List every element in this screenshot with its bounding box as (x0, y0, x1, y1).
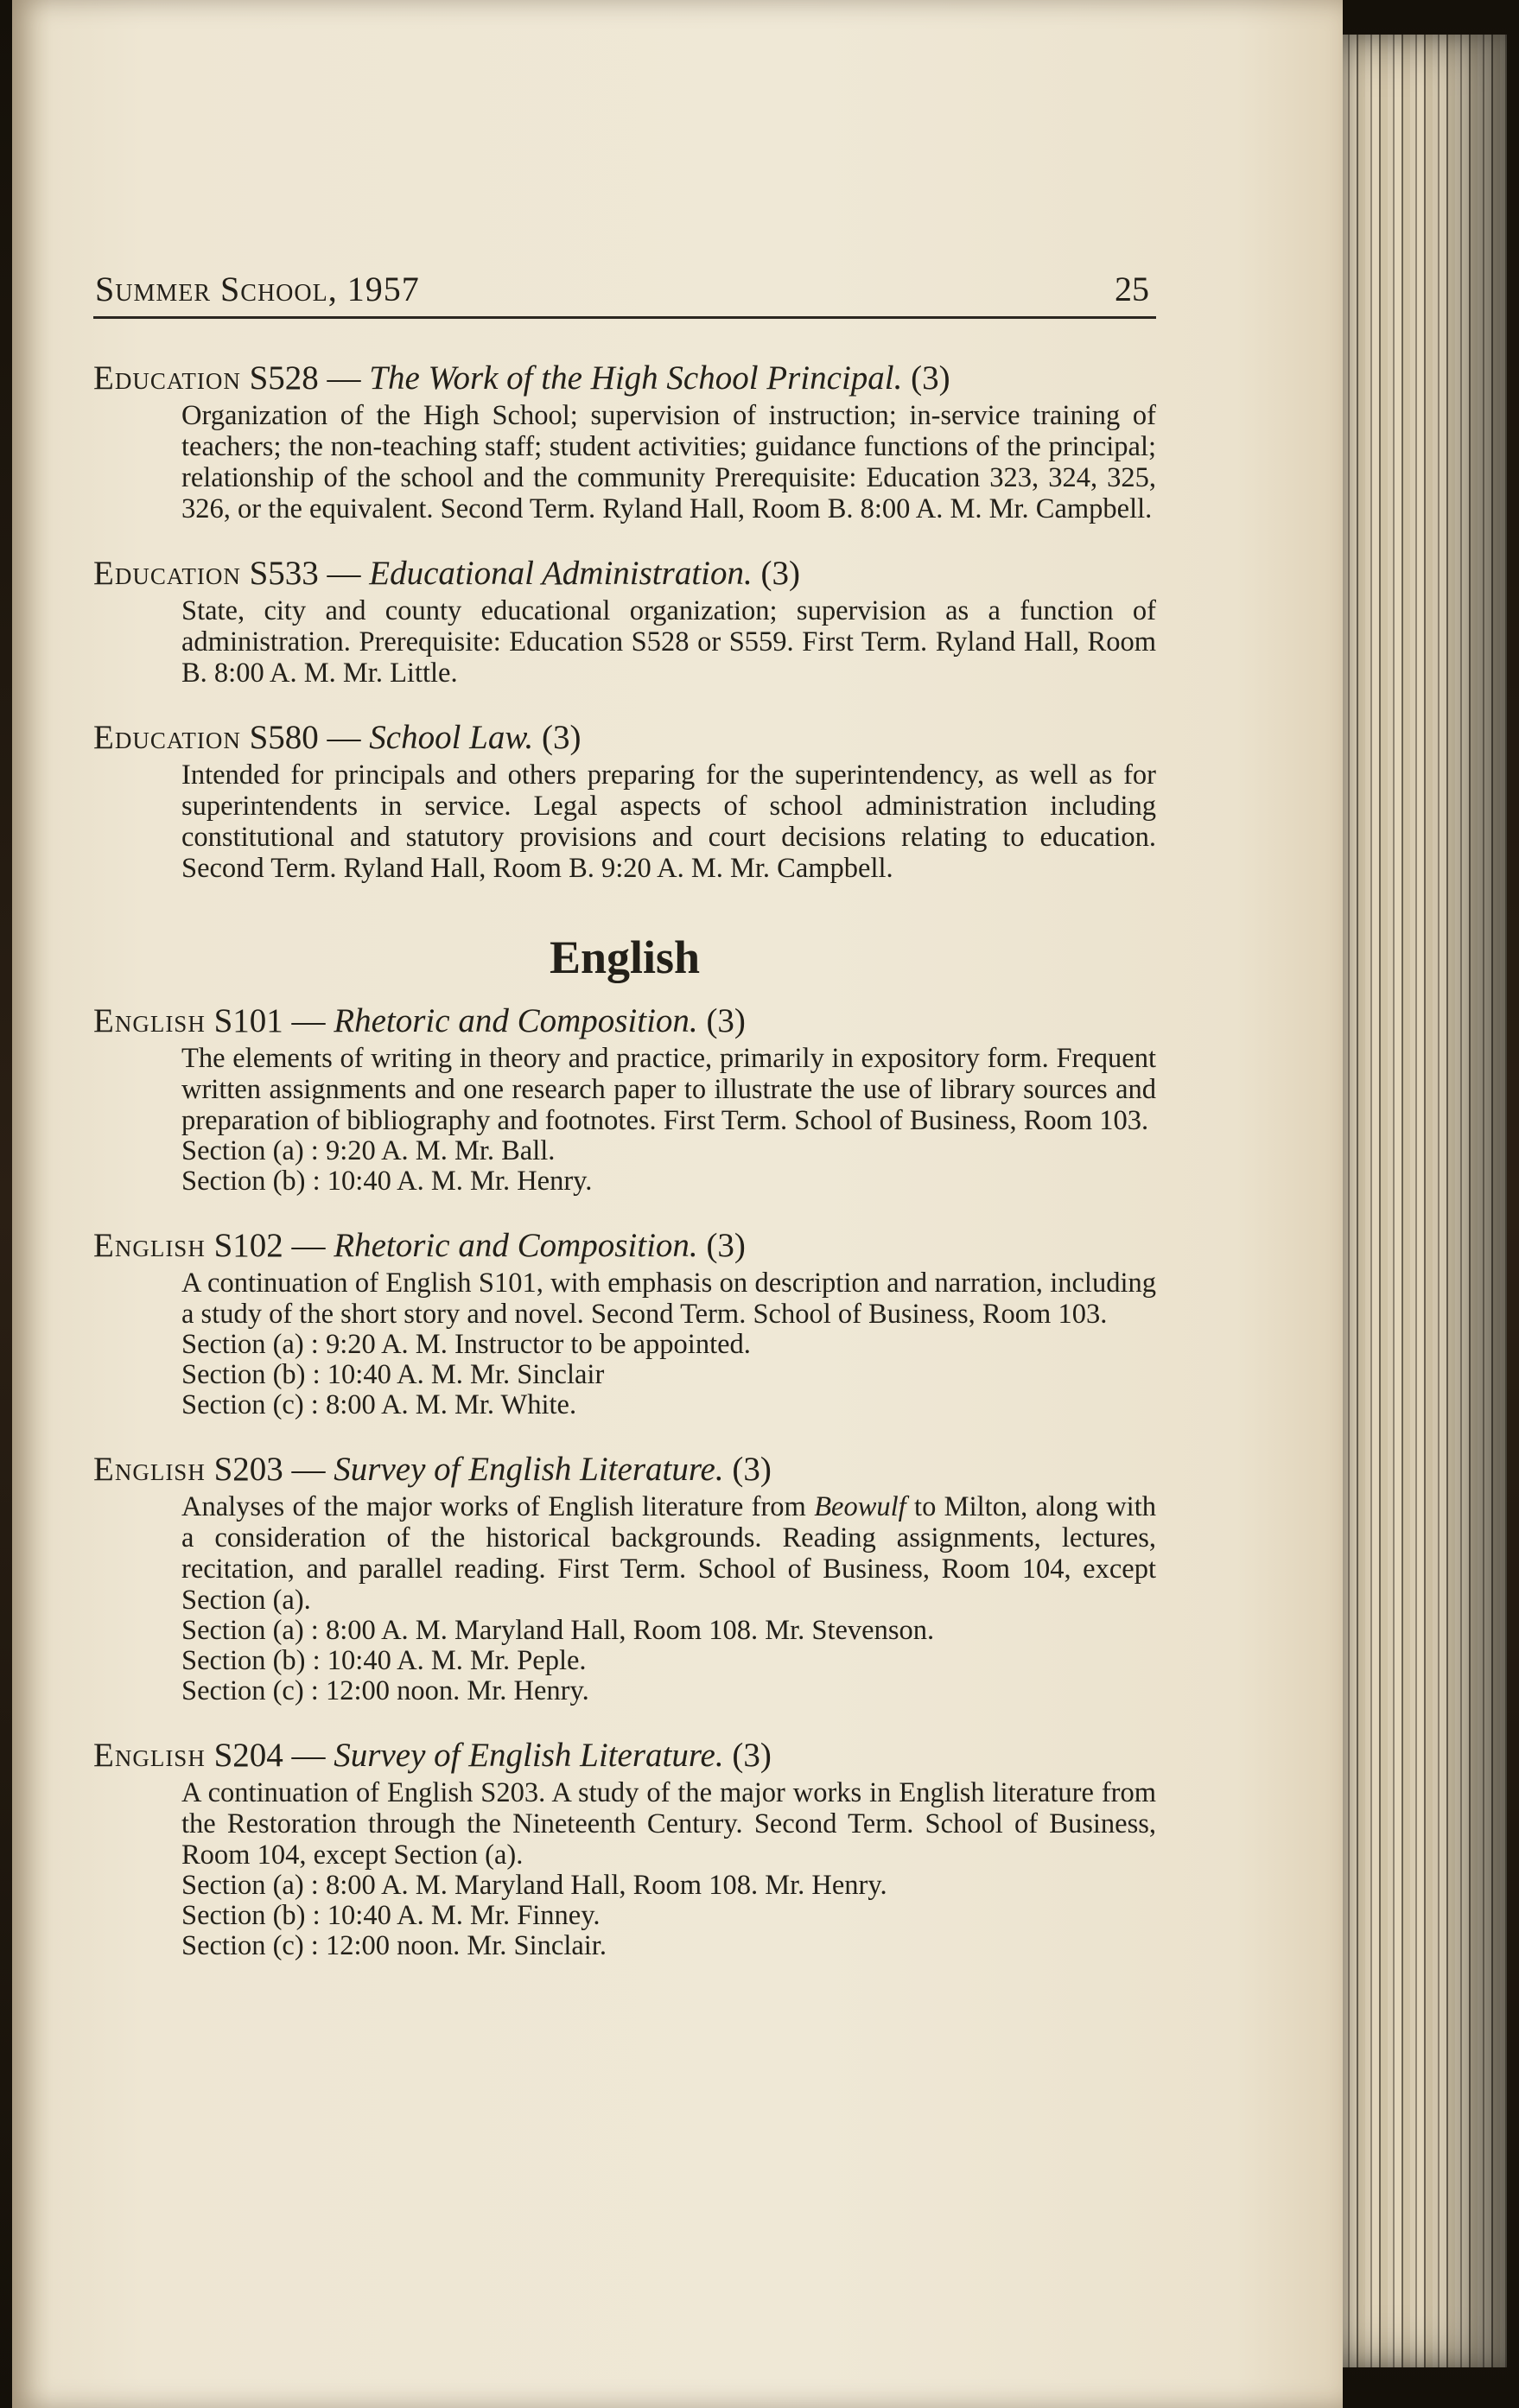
course-name: Survey of English Literature. (334, 1451, 724, 1488)
course-entry (93, 1000, 1156, 1197)
page-number: 25 (1115, 270, 1149, 308)
running-title: Summer School, 1957 (95, 270, 420, 308)
section-row: Section (a) : 9:20 A. M. Mr. Ball. (181, 1135, 556, 1166)
page-edges (1343, 35, 1507, 2367)
course-entry (93, 1448, 1156, 1706)
course-entry (93, 552, 1156, 689)
course-description: A continuation of English S101, with emphasis on description and narration, including a study of the short story and novel. Second Term. School of Business, Room 103. (181, 1268, 1156, 1330)
section-row: Section (a) : 8:00 A. M. Maryland Hall, Room 108. Mr. Stevenson. (181, 1615, 935, 1646)
section-row: Section (b) : 10:40 A. M. Mr. Henry. (181, 1166, 593, 1197)
course-code: S101 (213, 1002, 283, 1039)
section-row: Section (c) : 12:00 noon. Mr. Sinclair. (181, 1930, 607, 1961)
course-name: Rhetoric and Composition. (334, 1002, 698, 1039)
course-name: The Work of the High School Principal. (369, 359, 903, 397)
course-credits: (3) (732, 1451, 772, 1488)
running-header (93, 259, 1156, 319)
course-description: The elements of writing in theory and practice, primarily in expository form. Frequent written assignments and one research paper to illustrate the use of library sources and preparation of bibliography and footnotes. First Term. School of Business, Room 103. (181, 1043, 1156, 1136)
course-entry (93, 716, 1156, 884)
course-dept: English (93, 1737, 206, 1774)
course-description: Intended for principals and others preparing for the superintendency, as well as for superintendents in service. Legal aspects of school administration including constitutional and statutory provisions and court decisions relating to education. Second Term. Ryland Hall, Room B. 9:20 A. M. Mr. Campbell. (181, 759, 1156, 884)
course-description: Organization of the High School; supervision of instruction; in-service training of teachers; the non-teaching staff; student activities; guidance functions of the principal; relationship of the school and the community Prerequisite: Education 323, 324, 325, 326, or the equivalent. Second Term. Ryland Hall, Room B. 8:00 A. M. Mr. Campbell. (181, 400, 1156, 524)
book-title: Beowulf (814, 1491, 906, 1522)
section-list (181, 1136, 1156, 1197)
course-dept: Education (93, 359, 241, 397)
section-heading: English (549, 931, 701, 983)
section-row: Section (a) : 9:20 A. M. Instructor to be appointed. (181, 1329, 751, 1360)
course-dept: English (93, 1002, 206, 1039)
course-code: S528 (249, 359, 319, 397)
course-description: State, city and county educational organization; supervision as a function of administration. Prerequisite: Education S528 or S559. First Term. Ryland Hall, Room B. 8:00 A. M. Mr. Little. (181, 595, 1156, 689)
course-code: S580 (249, 719, 319, 756)
section-list (181, 1871, 1156, 1961)
course-description: Analyses of the major works of English literature from Beowulf to Milton, along with a consideration of the historical backgrounds. Reading assignments, lectures, recitation, and parallel reading. First Term. School of Business, Room 104, except Section (a). (181, 1491, 1156, 1616)
course-credits: (3) (732, 1737, 772, 1774)
course-name: Survey of English Literature. (334, 1737, 724, 1774)
course-name: Rhetoric and Composition. (334, 1227, 698, 1264)
course-entry (93, 1734, 1156, 1961)
section-row: Section (b) : 10:40 A. M. Mr. Sinclair (181, 1359, 605, 1390)
course-credits: (3) (760, 555, 800, 592)
course-dept: Education (93, 555, 241, 592)
course-code: S203 (213, 1451, 283, 1488)
course-title: English S204 — Survey of English Literature. (3) (93, 1737, 772, 1774)
course-credits: (3) (911, 359, 950, 397)
course-credits: (3) (542, 719, 582, 756)
section-list (181, 1330, 1156, 1420)
course-title: Education S580 — School Law. (3) (93, 719, 582, 756)
course-title: English S101 — Rhetoric and Composition. (3) (93, 1002, 746, 1039)
english-courses (93, 1000, 1156, 1961)
course-code: S204 (213, 1737, 283, 1774)
course-credits: (3) (706, 1227, 746, 1264)
course-credits: (3) (706, 1002, 746, 1039)
course-dept: English (93, 1227, 206, 1264)
education-courses (93, 357, 1156, 884)
course-name: Educational Administration. (369, 555, 753, 592)
course-description: A continuation of English S203. A study of the major works in English literature from the Restoration through the Nineteenth Century. Second Term. School of Business, Room 104, except Section (a). (181, 1777, 1156, 1871)
section-list (181, 1616, 1156, 1706)
course-entry (93, 1224, 1156, 1420)
course-dept: English (93, 1451, 206, 1488)
course-code: S102 (213, 1227, 283, 1264)
section-row: Section (a) : 8:00 A. M. Maryland Hall, Room 108. Mr. Henry. (181, 1870, 887, 1901)
course-title: Education S533 — Educational Administration. (3) (93, 555, 800, 592)
course-title: English S102 — Rhetoric and Composition. (3) (93, 1227, 746, 1264)
course-title: English S203 — Survey of English Literature. (3) (93, 1451, 772, 1488)
course-title: Education S528 — The Work of the High School Principal. (3) (93, 359, 950, 397)
section-row: Section (b) : 10:40 A. M. Mr. Finney. (181, 1900, 601, 1931)
section-row: Section (b) : 10:40 A. M. Mr. Peple. (181, 1645, 587, 1676)
course-entry (93, 357, 1156, 524)
section-row: Section (c) : 8:00 A. M. Mr. White. (181, 1389, 577, 1420)
course-code: S533 (249, 555, 319, 592)
course-name: School Law. (369, 719, 534, 756)
section-row: Section (c) : 12:00 noon. Mr. Henry. (181, 1675, 589, 1706)
page-content (93, 259, 1156, 1989)
course-dept: Education (93, 719, 241, 756)
